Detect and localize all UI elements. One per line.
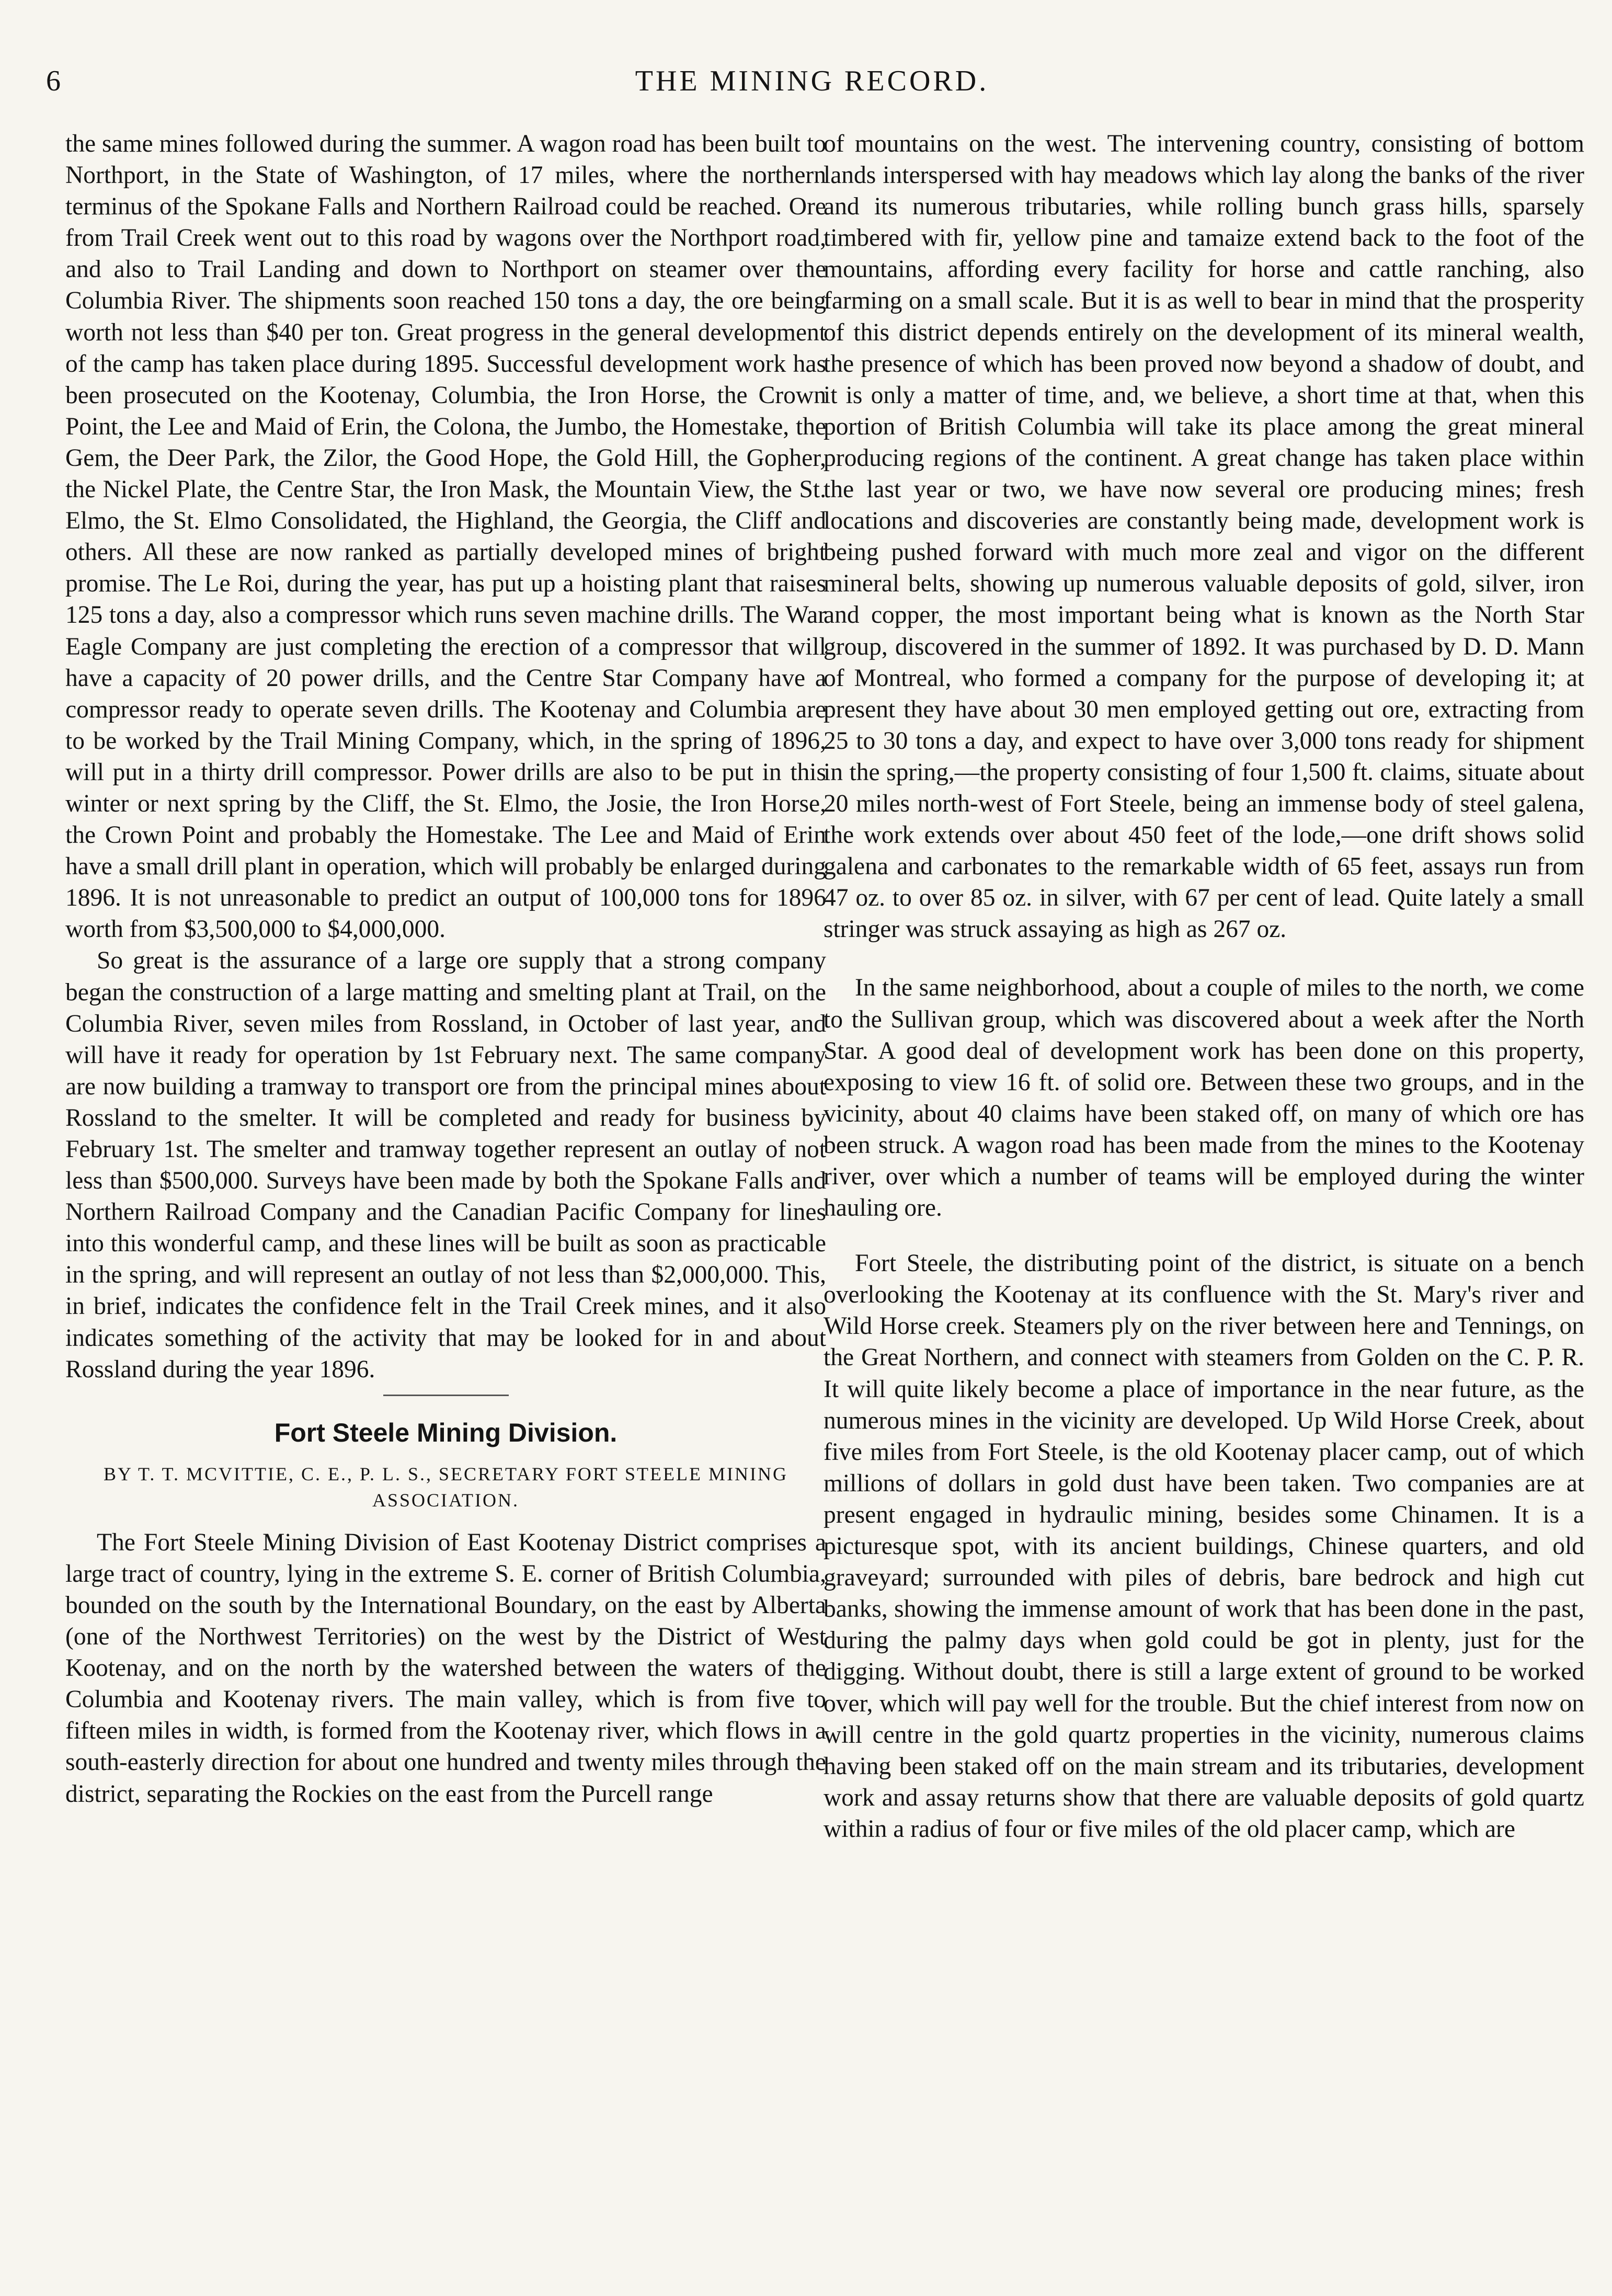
- running-title: THE MINING RECORD.: [635, 65, 989, 97]
- article-paragraph: The Fort Steele Mining Division of East Kootenay District comprises a large tract of country, lying in the extreme S. E. corner of British Columbia, bounded on the south by the International Boundary, on the east by Alberta (one of the Northwest Territories) on the west by the District of West Kootenay, and on the north by the watershed between the waters of the Columbia and Kootenay rivers. The main valley, which is from five to fifteen miles in width, is formed from the Kootenay river, which flows in a south-easterly direction for about one hundred and twenty miles through the district, separating the Rockies on the east from the Purcell range: [65, 1528, 826, 1808]
- author-byline: BY T. T. MCVITTIE, C. E., P. L. S., SECRETARY FORT STEELE MINING ASSOCIATION.: [103, 1463, 788, 1511]
- left-column: [65, 128, 826, 1810]
- paragraph-gap: [824, 1224, 1584, 1248]
- right-column: [824, 128, 1584, 1845]
- page-header: [46, 58, 1578, 105]
- article-paragraph: of mountains on the west. The intervening country, consisting of bottom lands interspersed with hay meadows which lay along the banks of the river and its numerous tributaries, while rolling bunch grass hills, sparsely timbered with fir, yellow pine and tamaize extend back to the foot of the mountains, affording every facility for horse and cattle ranching, also farming on a small scale. But it is as well to bear in mind that the prosperity of this district depends entirely on the development of its mineral wealth, the presence of which has been proved now beyond a shadow of doubt, and it is only a matter of time, and, we believe, a short time at that, when this portion of British Columbia will take its place among the great mineral producing regions of the continent. A great change has taken place within the last year or two, we have now several ore producing mines; fresh locations and discoveries are constantly being made, development work is being pushed forward with much more zeal and vigor on the different mineral belts, showing up numerous valuable deposits of gold, silver, iron and copper, the most important being what is known as the North Star group, discovered in the summer of 1892. It was purchased by D. D. Mann of Montreal, who formed a company for the purpose of developing it; at present they have about 30 men employed getting out ore, extracting from 25 to 30 tons a day, and expect to have over 3,000 tons ready for shipment in the spring,—the property consisting of four 1,500 ft. claims, situate about 20 miles north-west of Fort Steele, being an immense body of steel galena, the work extends over about 450 feet of the lode,—one drift shows solid galena and carbonates to the remarkable width of 65 feet, assays run from 47 oz. to over 85 oz. in silver, with 67 per cent of lead. Quite lately a small stringer was struck assaying as high as 267 oz.: [824, 130, 1584, 943]
- section-heading: Fort Steele Mining Division.: [274, 1418, 618, 1447]
- article-paragraph: the same mines followed during the summer. A wagon road has been built to Northport, in the State of Washington, of 17 miles, where the northern terminus of the Spokane Falls and Northern Railroad could be reached. Ore from Trail Creek went out to this road by wagons over the Northport road, and also to Trail Landing and down to Northport on steamer over the Columbia River. The shipments soon reached 150 tons a day, the ore being worth not less than $40 per ton. Great progress in the general development of the camp has taken place during 1895. Successful development work has been prosecuted on the Kootenay, Columbia, the Iron Horse, the Crown Point, the Lee and Maid of Erin, the Colona, the Jumbo, the Homestake, the Gem, the Deer Park, the Zilor, the Good Hope, the Gold Hill, the Gopher, the Nickel Plate, the Centre Star, the Iron Mask, the Mountain View, the St. Elmo, the St. Elmo Consolidated, the Highland, the Georgia, the Cliff and others. All these are now ranked as partially developed mines of bright promise. The Le Roi, during the year, has put up a hoisting plant that raises 125 tons a day, also a compressor which runs seven machine drills. The War Eagle Company are just completing the erection of a compressor that will have a capacity of 20 power drills, and the Centre Star Company have a compressor ready to operate seven drills. The Kootenay and Columbia are to be worked by the Trail Mining Company, which, in the spring of 1896, will put in a thirty drill compressor. Power drills are also to be put in this winter or next spring by the Cliff, the St. Elmo, the Josie, the Iron Horse, the Crown Point and probably the Homestake. The Lee and Maid of Erin have a small drill plant in operation, which will probably be enlarged during 1896. It is not unreasonable to predict an output of 100,000 tons for 1896 worth from $3,500,000 to $4,000,000.: [65, 130, 826, 943]
- article-paragraph: In the same neighborhood, about a couple of miles to the north, we come to the Sullivan group, which was discovered about a week after the North Star. A good deal of development work has been done on this property, exposing to view 16 ft. of solid ore. Between these two groups, and in the vicinity, about 40 claims have been staked off, on many of which ore has been struck. A wagon road has been made from the mines to the Kootenay river, over which a number of teams will be employed during the winter hauling ore.: [824, 974, 1584, 1222]
- page-number: 6: [46, 65, 61, 97]
- article-paragraph: So great is the assurance of a large ore supply that a strong company began the construction of a large matting and smelting plant at Trail, on the Columbia River, seven miles from Rossland, in October of last year, and will have it ready for operation by 1st February next. The same company are now building a tramway to transport ore from the principal mines about Rossland to the smelter. It will be completed and ready for business by February 1st. The smelter and tramway together represent an outlay of not less than $500,000. Surveys have been made by both the Spokane Falls and Northern Railroad Company and the Canadian Pacific Company for lines into this wonderful camp, and these lines will be built as soon as practicable in the spring, and will represent an outlay of not less than $2,000,000. This, in brief, indicates the confidence felt in the Trail Creek mines, and it also indicates something of the activity that may be looked for in and about Rossland during the year 1896.: [65, 947, 826, 1383]
- article-paragraph: Fort Steele, the distributing point of the district, is situate on a bench overlooking the Kootenay at its confluence with the St. Mary's river and Wild Horse creek. Steamers ply on the river between here and Tennings, on the Great Northern, and connect with steamers from Golden on the C. P. R. It will quite likely become a place of importance in the near future, as the numerous mines in the vicinity are developed. Up Wild Horse Creek, about five miles from Fort Steele, is the old Kootenay placer camp, out of which millions of dollars in gold dust have been taken. Two companies are at present engaged in hydraulic mining, besides some Chinamen. It is a picturesque spot, with its ancient buildings, Chinese quarters, and old graveyard; surrounded with piles of debris, bare bedrock and high cut banks, showing the immense amount of work that has been done in the past, during the palmy days when gold could be got in plenty, just for the digging. Without doubt, there is still a large extent of ground to be worked over, which will pay well for the trouble. But the chief interest from now on will centre in the gold quartz properties in the vicinity, numerous claims having been staked off on the main stream and its tributaries, development work and assay returns show that there are valuable deposits of gold quartz within a radius of four or five miles of the old placer camp, which are: [824, 1250, 1584, 1843]
- paragraph-gap: [824, 945, 1584, 972]
- section-divider: [383, 1395, 509, 1396]
